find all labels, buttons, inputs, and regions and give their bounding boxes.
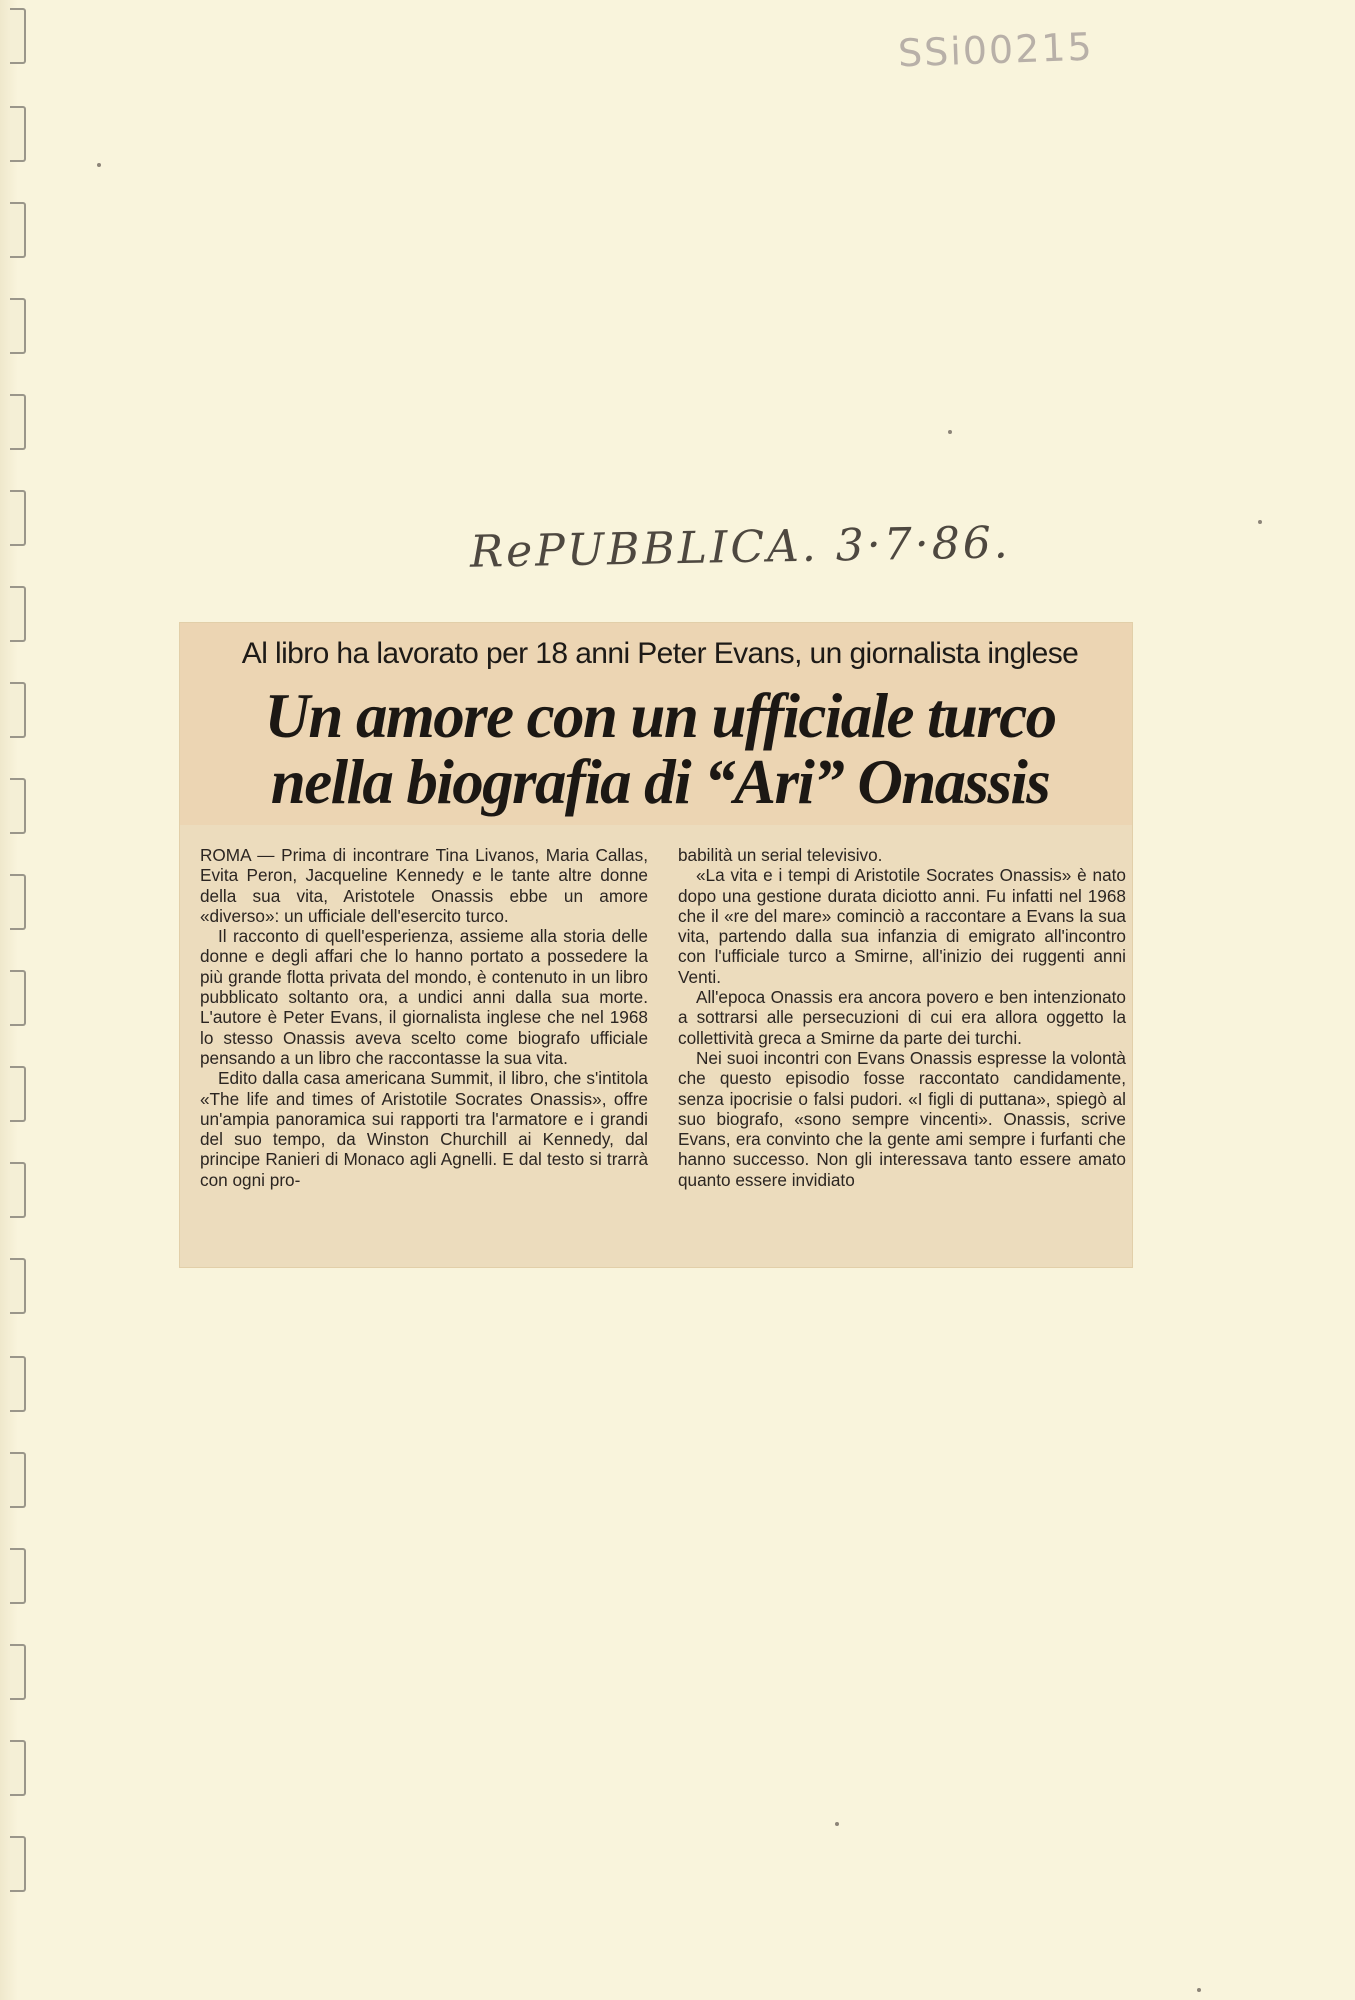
binding-hole	[10, 1452, 26, 1508]
binding-hole	[10, 1258, 26, 1314]
binding-hole	[10, 1356, 26, 1412]
binding-hole	[10, 1644, 26, 1700]
archive-code: SSi00215	[897, 24, 1095, 76]
article-kicker: Al libro ha lavorato per 18 anni Peter Evans, un giornalista inglese	[241, 637, 1079, 670]
headline-block	[180, 623, 1132, 825]
binding-hole	[10, 298, 26, 354]
article-paragraph: «La vita e i tempi di Aristotile Socrates Onassis» è nato dopo una gestione durata diciotto anni. Fu infatti nel 1968 che il «re del mare» cominciò a raccontare a Evans la sua vita, partendo dalla sua infanzia di emigrato all'incontro con l'ufficiale turco a Smirne, all'inizio dei ruggenti anni Venti.	[678, 865, 1126, 987]
headline-line-2: nella biografia di “Ari” Onassis	[270, 747, 1050, 817]
binding-hole	[10, 106, 26, 162]
article-headline	[210, 683, 1110, 815]
paper-speck	[1258, 520, 1262, 524]
binding-hole	[10, 1836, 26, 1892]
binding-hole	[10, 1548, 26, 1604]
article-column-right	[678, 845, 1126, 1190]
paper-speck	[948, 430, 952, 434]
handwritten-source-note: RePUBBLICA. 3·7·86.	[469, 517, 1012, 578]
article-column-left	[200, 845, 648, 1190]
binding-hole	[10, 1162, 26, 1218]
article-paragraph: babilità un serial televisivo.	[678, 845, 883, 865]
binding-hole	[10, 970, 26, 1026]
binding-hole	[10, 202, 26, 258]
binding-hole	[10, 1066, 26, 1122]
binding-hole	[10, 874, 26, 930]
binding-hole	[10, 1740, 26, 1796]
binding-hole	[10, 586, 26, 642]
newspaper-clipping	[180, 623, 1132, 1267]
article-paragraph: ROMA — Prima di incontrare Tina Livanos, Maria Callas, Evita Peron, Jacqueline Kennedy e le tante altre donne della sua vita, Aristotele Onassis ebbe un amore «diverso»: un ufficiale dell'esercito turco.	[200, 845, 648, 926]
binding-hole	[10, 394, 26, 450]
article-paragraph: Edito dalla casa americana Summit, il libro, che s'intitola «The life and times of Aristotile Socrates Onassis», offre un'ampia panoramica sui rapporti tra l'armatore e i grandi del suo tempo, da Winston Churchill ai Kennedy, dal principe Ranieri di Monaco agli Agnelli. E dal testo si trarrà con ogni pro-	[200, 1068, 648, 1190]
binding-hole	[10, 682, 26, 738]
article-paragraph: All'epoca Onassis era ancora povero e ben intenzionato a sottrarsi alle persecuzioni di cui era allora oggetto la collettività greca a Smirne da parte dei turchi.	[678, 987, 1126, 1048]
paper-speck	[97, 163, 101, 167]
binding-hole	[10, 8, 26, 64]
article-paragraph: Il racconto di quell'esperienza, assieme alla storia delle donne e degli affari che lo hanno portato a possedere la più grande flotta privata del mondo, è contenuto in un libro pubblicato soltanto ora, a undici anni dalla sua morte. L'autore è Peter Evans, il giornalista inglese che nel 1968 lo stesso Onassis aveva scelto come biografo ufficiale pensando a un libro che raccontasse la sua vita.	[200, 926, 648, 1068]
paper-speck	[1197, 1988, 1201, 1992]
binding-hole	[10, 490, 26, 546]
paper-speck	[835, 1822, 839, 1826]
binding-hole	[10, 778, 26, 834]
headline-line-1: Un amore con un ufficiale turco	[264, 681, 1056, 751]
article-paragraph: Nei suoi incontri con Evans Onassis espresse la volontà che questo episodio fosse raccontato candidamente, senza ipocrisie o falsi pudori. «I figli di puttana», spiegò al suo biografo, «sono sempre vincenti». Onassis, scrive Evans, era convinto che la gente ami sempre i furfanti che hanno successo. Non gli interessava tanto essere amato quanto essere invidiato	[678, 1047, 1126, 1190]
